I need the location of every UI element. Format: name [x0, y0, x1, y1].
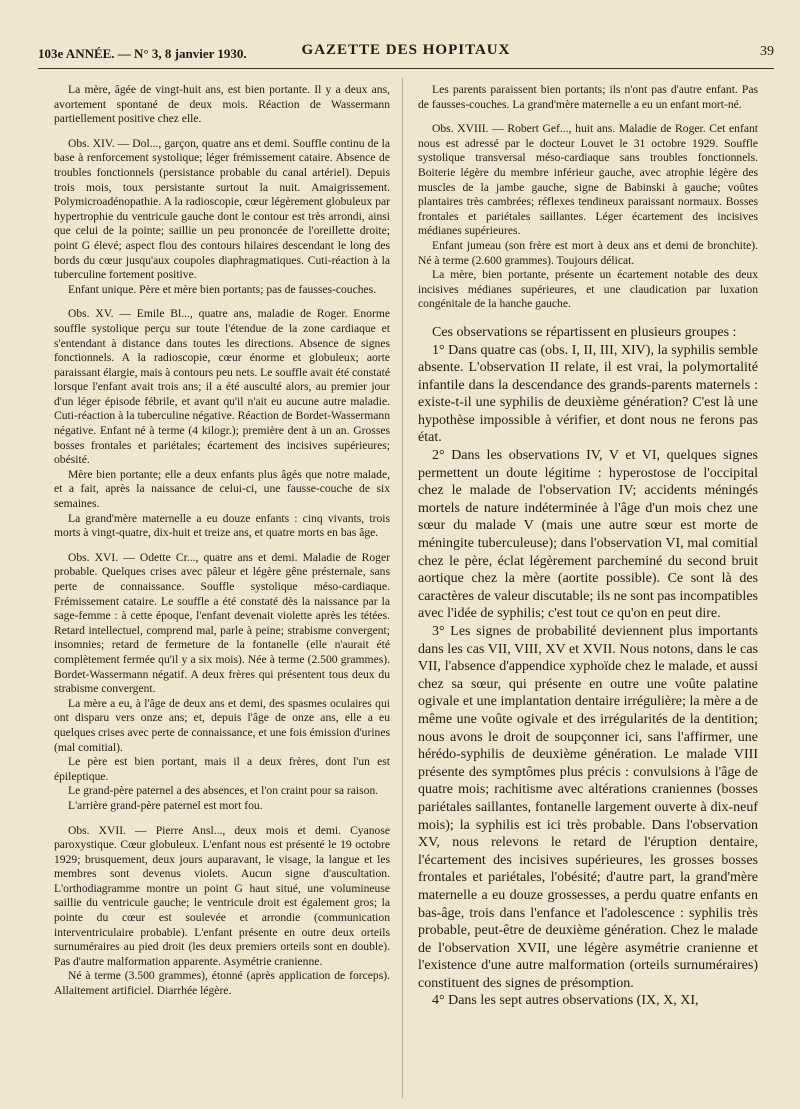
- right-column: [418, 83, 758, 1010]
- paragraph: Le père est bien portant, mais il a deux frères, dont l'un est épileptique.: [54, 755, 390, 783]
- observation-xvii: Obs. XVII. — Pierre Ansl..., deux mois et demi. Cyanose paroxystique. Cœur globuleux. L'enfant nous est présenté le 19 octobre 1929; brusquement, deux jours auparavant, le visage, la langue et les membres sont devenus violets. Aucun signe d'auscultation. L'orthodiagramme montre un point G haut situé, une volumineuse saillie du ventricule gauche; le ventricule droit est également gros; la pointe du cœur est soulevée et arrondie (communication interventriculaire probable). L'enfant présente en outre deux orteils surnuméraires au pied droit (les deux premiers orteils sont en double). Pas d'autre malformation apparente. Asymétrie cranienne.: [54, 823, 390, 968]
- left-column: [54, 83, 390, 999]
- group-3: 3° Les signes de probabilité deviennent plus importants dans les cas VII, VIII, XV et XVII. Nous notons, dans le cas VII, l'absence d'appendice xyphoïde chez le malade, et aussi chez sa sœur, qui présente en outre une voûte palatine ogivale et une implantation dentaire irrégulière; la mère a de même une voûte ogivale et des irrégularités de la dentition; nous avons le droit de soupçonner ici, sans l'affirmer, une hérédo-syphilis de deuxième génération. Le malade VIII présente des symptômes plus précis : convulsions à l'âge de quatre mois; rachitisme avec altérations craniennes (bosses pariétales saillantes, fontanelle largement ouverte à dix-neuf mois); la syphilis est ici très probable. Dans l'observation XV, nous relevons le retard de l'éruption dentaire, l'écartement des incisives supérieures, les grosses bosses frontales et pariétales, l'obésité; d'autre part, la grand'mère maternelle a eu douze grossesses, a perdu quatre enfants en bas-âge, trois dans l'enfance et l'adolescence : syphilis très probable, peut-être de deuxième génération. Chez le malade de l'observation XVII, une légère asymétrie cranienne et l'existence d'une autre malformation (orteils surnuméraires) constituent des signes de présomption.: [418, 624, 758, 991]
- observation-xvi: Obs. XVI. — Odette Cr..., quatre ans et demi. Maladie de Roger probable. Quelques crises avec pâleur et légère gêne présternale, sans perte de connaissance. Souffle systolique méso-cardiaque. Frémissement cataire. Le souffle a été constaté dès la naissance par la sage-femme : à cette époque, l'enfant devenait violette après les tétées. Retard intellectuel, comprend mal, parle à peine; strabisme convergent; insomnies; retard de fermeture de la fontanelle (elle n'aurait été complètement fermée qu'il y a six mois). Née à terme (2.500 grammes). Bordet-Wassermann négatif. A deux frères qui présentent tous deux du strabisme convergent.: [54, 550, 390, 696]
- paragraph: Le grand-père paternel a des absences, et l'on craint pour sa raison.: [68, 784, 379, 798]
- paragraph: La mère, âgée de vingt-huit ans, est bien portante. Il y a deux ans, avortement spontané de deux mois. Réaction de Wassermann partiellement positive chez elle.: [54, 83, 390, 126]
- journal-title: GAZETTE DES HOPITAUX: [301, 42, 511, 58]
- header-rule: [38, 68, 774, 69]
- page-number: 39: [760, 44, 774, 59]
- paragraph: Enfant unique. Père et mère bien portants; pas de fausses-couches.: [68, 282, 377, 296]
- paragraph: La mère, bien portante, présente un écartement notable des deux incisives médianes supérieures, et une claudication par luxation congénitale de la hanche gauche.: [418, 268, 758, 311]
- paragraph: Les parents paraissent bien portants; ils n'ont pas d'autre enfant. Pas de fausses-couches. La grand'mère maternelle a eu un enfant mort-né.: [418, 83, 758, 111]
- issue-info: 103e ANNÉE. — N° 3, 8 janvier 1930.: [38, 46, 247, 61]
- observation-xv: Obs. XV. — Emile Bl..., quatre ans, maladie de Roger. Enorme souffle systolique perçu sur toute l'étendue de la zone cardiaque et s'entendant à distance dans toutes les directions. Absence de signes fonctionnels. A la radioscopie, cœur énorme et globuleux; aorte paraissant élargie, mais à contours peu nets. Le souffle avait été constaté lorsque l'enfant avait trois ans; il a été ausculté alors, au premier jour d'un léger épisode fébrile, et avant qu'il n'ait eu aucune autre maladie. Cuti-réaction à la tuberculine négative. Réaction de Bordet-Wassermann négative. Enfant né à terme (4 kilogr.); première dent à un an. Grosses bosses frontales et pariétales; écartement des incisives supérieures; obésité.: [54, 307, 390, 467]
- paragraph: Né à terme (3.500 grammes), étonné (après application de forceps). Allaitement artificiel. Diarrhée légère.: [54, 969, 390, 998]
- group-1: 1° Dans quatre cas (obs. I, II, III, XIV), la syphilis semble absente. L'observation II relate, il est vrai, la polymortalité infantile dans la descendance des grands-parents maternels : existe-t-il une syphilis de deuxième génération? C'est là une hypothèse impossible à vérifier, et dont nous ne ferons pas état.: [418, 342, 758, 446]
- paragraph: L'arrière grand-père paternel est mort fou.: [68, 798, 263, 812]
- paragraph: La grand'mère maternelle a eu douze enfants : cinq vivants, trois morts à vingt-quatre, dix-huit et treize ans, et quatre morts en bas âge.: [54, 511, 390, 540]
- paragraph: Mère bien portante; elle a deux enfants plus âgés que notre malade, et a fait, après la naissance de celui-ci, une fausse-couche de six semaines.: [54, 467, 390, 511]
- paragraph: Enfant jumeau (son frère est mort à deux ans et demi de bronchite). Né à terme (2.600 grammes). Toujours délicat.: [418, 238, 758, 267]
- discussion: [418, 324, 758, 1010]
- column-divider: [402, 78, 403, 1098]
- right-observations: [418, 83, 758, 312]
- observation-xviii: Obs. XVIII. — Robert Gef..., huit ans. Maladie de Roger. Cet enfant nous est adressé par le docteur Louvet le 31 octobre 1929. Souffle systolique transversal méso-cardiaque sans troubles fonctionnels. Boiterie légère du membre inférieur gauche, avec atrophie légère des muscles de la jambe gauche, signe de Babinski à gauche; voûtes plantaires très cambrées; réflexes tendineux paraissant normaux. Bosses frontales et pariétales saillantes. Léger écartement des incisives médianes supérieures.: [418, 122, 758, 238]
- observation-xiv: Obs. XIV. — Dol..., garçon, quatre ans et demi. Souffle continu de la base à renforcement systolique; léger frémissement cataire. Absence de troubles fonctionnels (persistance probable du canal artériel). Depuis trois mois, toux persistante surtout la nuit. Amaigrissement. Polymicroadénopathie. A la radioscopie, cœur légèrement globuleux par hypertrophie du ventricule gauche dont le contour est très arrondi, ainsi que celui de la pointe; saillie un peu prononcée de l'oreillette droite; point G élevé; aspect flou des contours hilaires descendant le long des bords du cœur jusqu'aux coupoles diaphragmatiques. Cuti-réaction à la tuberculine fortement positive.: [54, 136, 390, 282]
- group-2: 2° Dans les observations IV, V et VI, quelques signes permettent un doute légitime : hyperostose de l'occipital chez le malade de l'observation IV; accidents méningés mortels de nature indéterminée à l'âge d'un mois chez une sœur du malade V (mais une autre sœur est morte de méningite tuberculeuse); dans l'observation VI, mal comitial chez le père, éclat légèrement parcheminé du second bruit aortique chez la mère (aortite possible). Ce sont là des caractères de valeur discutable; ils ne sont pas incompatibles avec l'idée de syphilis; c'est tout ce qu'on en peut dire.: [418, 448, 758, 622]
- paragraph: La mère a eu, à l'âge de deux ans et demi, des spasmes oculaires qui ont disparu vers onze ans; et, depuis l'âge de onze ans, elle a eu quelques crises avec perte de connaissance, et une fois émission d'urines (mal comitial).: [54, 696, 390, 754]
- page-header: [38, 42, 774, 64]
- group-4: 4° Dans les sept autres observations (IX, X, XI,: [432, 993, 699, 1009]
- discussion-intro: Ces observations se répartissent en plusieurs groupes :: [432, 324, 737, 340]
